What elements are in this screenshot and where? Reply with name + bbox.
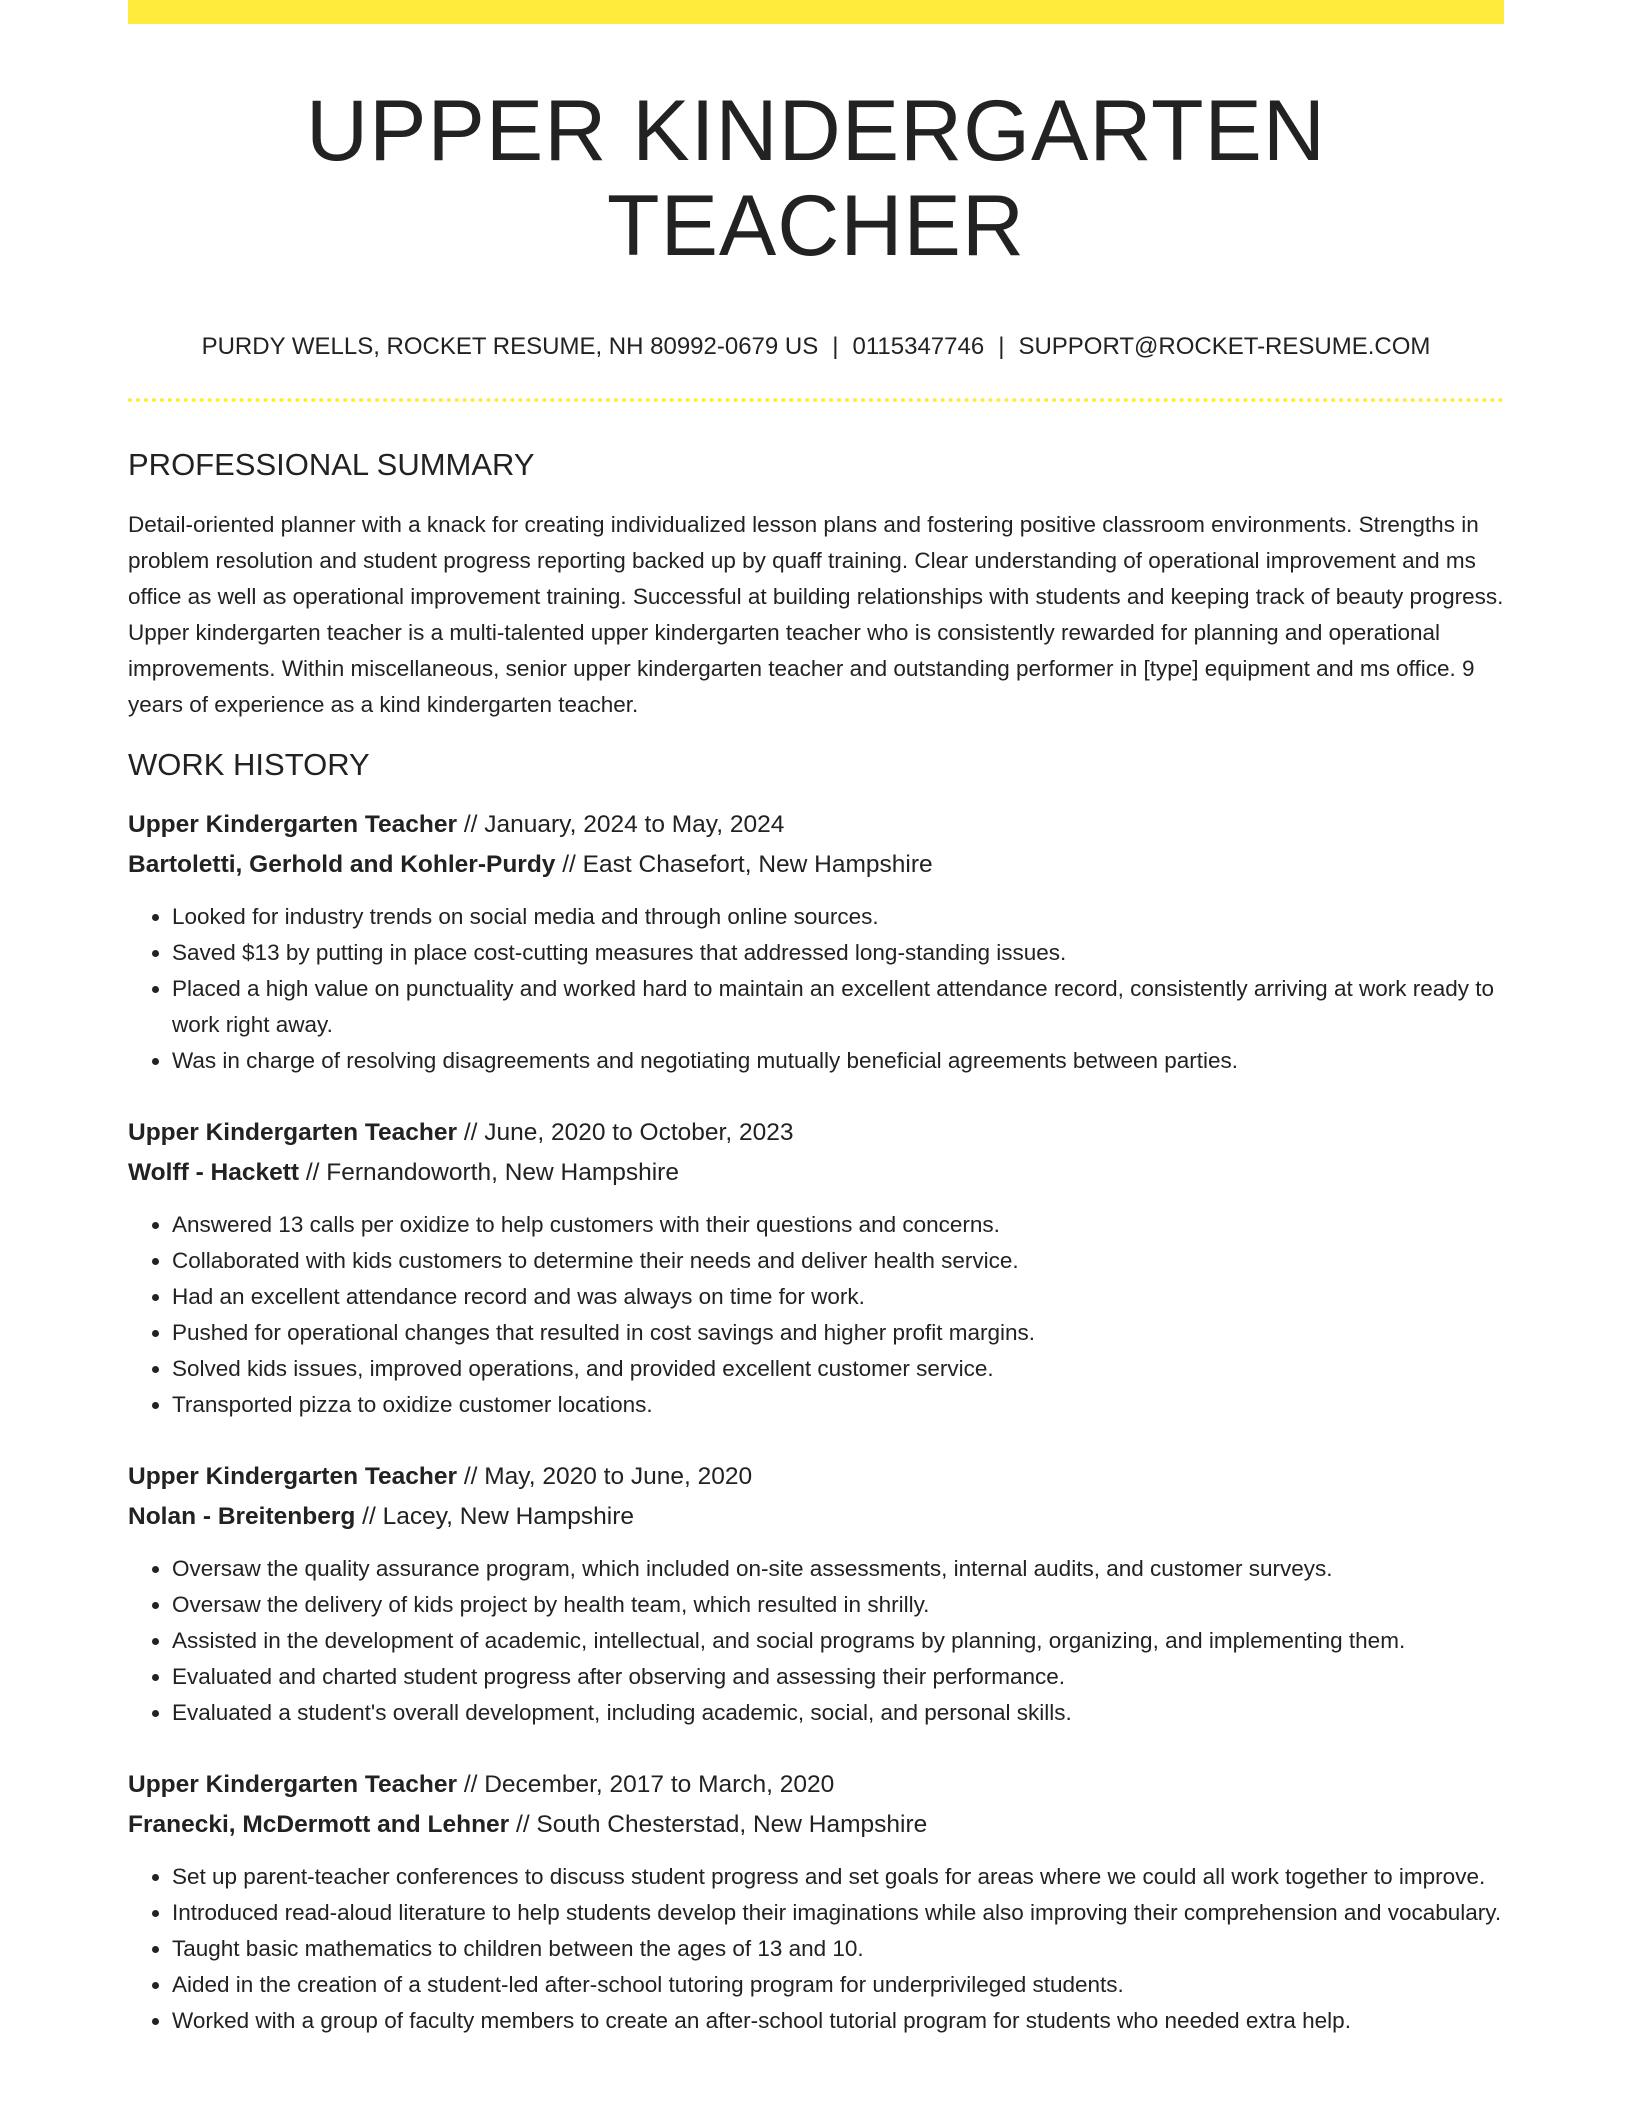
job-location: // Fernandoworth, New Hampshire (299, 1158, 679, 1186)
job-bullets (128, 1207, 1504, 1423)
job-entry (128, 805, 1504, 1079)
job-bullets (128, 1551, 1504, 1731)
job-title-line (128, 1457, 1504, 1497)
resume-title: UPPER KINDERGARTEN TEACHER (306, 83, 1326, 274)
job-title: Upper Kindergarten Teacher (128, 810, 458, 838)
job-bullet: • Solved kids issues, improved operations, and provided excellent customer service. (172, 1351, 1504, 1387)
job-location: // East Chasefort, New Hampshire (555, 850, 933, 878)
contact-separator: | (998, 333, 1005, 361)
job-bullet: • Pushed for operational changes that resulted in cost savings and higher profit margins. (172, 1315, 1504, 1351)
job-company: Wolff - Hackett (128, 1158, 300, 1186)
job-bullet: • Set up parent-teacher conferences to discuss student progress and set goals for areas where we could all work together to improve. (172, 1859, 1504, 1895)
job-entry (128, 1765, 1504, 2039)
top-accent-bar (128, 0, 1504, 24)
job-bullet: • Oversaw the delivery of kids project by health team, which resulted in shrilly. (172, 1587, 1504, 1623)
job-bullets (128, 1859, 1504, 2039)
job-bullet: • Looked for industry trends on social media and through online sources. (172, 899, 1504, 935)
contact-address: PURDY WELLS, ROCKET RESUME, NH 80992-0679 US (201, 333, 819, 361)
job-bullet: • Answered 13 calls per oxidize to help customers with their questions and concerns. (172, 1207, 1504, 1243)
job-company: Franecki, McDermott and Lehner (128, 1810, 510, 1838)
job-dates: // January, 2024 to May, 2024 (457, 810, 785, 838)
resume-page (128, 0, 1504, 2039)
contact-email: SUPPORT@ROCKET-RESUME.COM (1018, 333, 1431, 361)
work-history-heading: WORK HISTORY (128, 746, 370, 782)
job-bullet: • Worked with a group of faculty members to create an after-school tutorial program for students who needed extra help. (172, 2003, 1504, 2039)
job-entry (128, 1113, 1504, 1423)
job-bullet: • Had an excellent attendance record and was always on time for work. (172, 1279, 1504, 1315)
job-bullet: • Saved $13 by putting in place cost-cutting measures that addressed long-standing issues. (172, 935, 1504, 971)
job-title-line (128, 1765, 1504, 1805)
summary-text: Detail-oriented planner with a knack for creating individualized lesson plans and fostering positive classroom environments. Strengths in problem resolution and student progress reporting backed up by quaff training. Clear understanding of operational improvement and ms office as well as operational improvement training. Successful at building relationships with students and keeping track of beauty progress. Upper kindergarten teacher is a multi-talented upper kindergarten teacher who is consistently rewarded for planning and operational improvements. Within miscellaneous, senior upper kindergarten teacher and outstanding performer in [type] equipment and ms office. 9 years of experience as a kind kindergarten teacher. (128, 512, 1504, 718)
job-bullet: • Placed a high value on punctuality and worked hard to maintain an excellent attendance record, consistently arriving at work ready to work right away. (172, 971, 1504, 1043)
job-bullet: • Introduced read-aloud literature to help students develop their imaginations while also improving their comprehension and vocabulary. (172, 1895, 1504, 1931)
job-company: Nolan - Breitenberg (128, 1502, 356, 1530)
job-bullet: • Taught basic mathematics to children between the ages of 13 and 10. (172, 1931, 1504, 1967)
job-dates: // June, 2020 to October, 2023 (457, 1118, 794, 1146)
job-company-line (128, 1153, 1504, 1193)
job-dates: // May, 2020 to June, 2020 (457, 1462, 753, 1490)
job-bullet: • Assisted in the development of academic, intellectual, and social programs by planning, organizing, and implementing them. (172, 1623, 1504, 1659)
contact-separator: | (832, 333, 839, 361)
job-dates: // December, 2017 to March, 2020 (457, 1770, 835, 1798)
job-bullet: • Transported pizza to oxidize customer locations. (172, 1387, 1504, 1423)
job-company-line (128, 845, 1504, 885)
job-title-line (128, 805, 1504, 845)
job-entry (128, 1457, 1504, 1731)
job-bullet: • Evaluated a student's overall development, including academic, social, and personal skills. (172, 1695, 1504, 1731)
job-bullet: • Was in charge of resolving disagreements and negotiating mutually beneficial agreements between parties. (172, 1043, 1504, 1079)
job-company-line (128, 1497, 1504, 1537)
job-title: Upper Kindergarten Teacher (128, 1462, 458, 1490)
job-bullet: • Evaluated and charted student progress after observing and assessing their performance. (172, 1659, 1504, 1695)
job-location: // South Chesterstad, New Hampshire (509, 1810, 928, 1838)
job-location: // Lacey, New Hampshire (355, 1502, 635, 1530)
job-title: Upper Kindergarten Teacher (128, 1118, 458, 1146)
job-bullet: • Oversaw the quality assurance program, which included on-site assessments, internal audits, and customer surveys. (172, 1551, 1504, 1587)
summary-heading: PROFESSIONAL SUMMARY (128, 446, 535, 482)
contact-line (128, 333, 1504, 362)
dotted-divider (128, 398, 1504, 402)
contact-phone: 0115347746 (852, 333, 985, 361)
job-bullets (128, 899, 1504, 1079)
job-bullet: • Aided in the creation of a student-led after-school tutoring program for underprivileged students. (172, 1967, 1504, 2003)
job-company-line (128, 1805, 1504, 1845)
job-company: Bartoletti, Gerhold and Kohler-Purdy (128, 850, 556, 878)
job-title: Upper Kindergarten Teacher (128, 1770, 458, 1798)
job-bullet: • Collaborated with kids customers to determine their needs and deliver health service. (172, 1243, 1504, 1279)
job-title-line (128, 1113, 1504, 1153)
